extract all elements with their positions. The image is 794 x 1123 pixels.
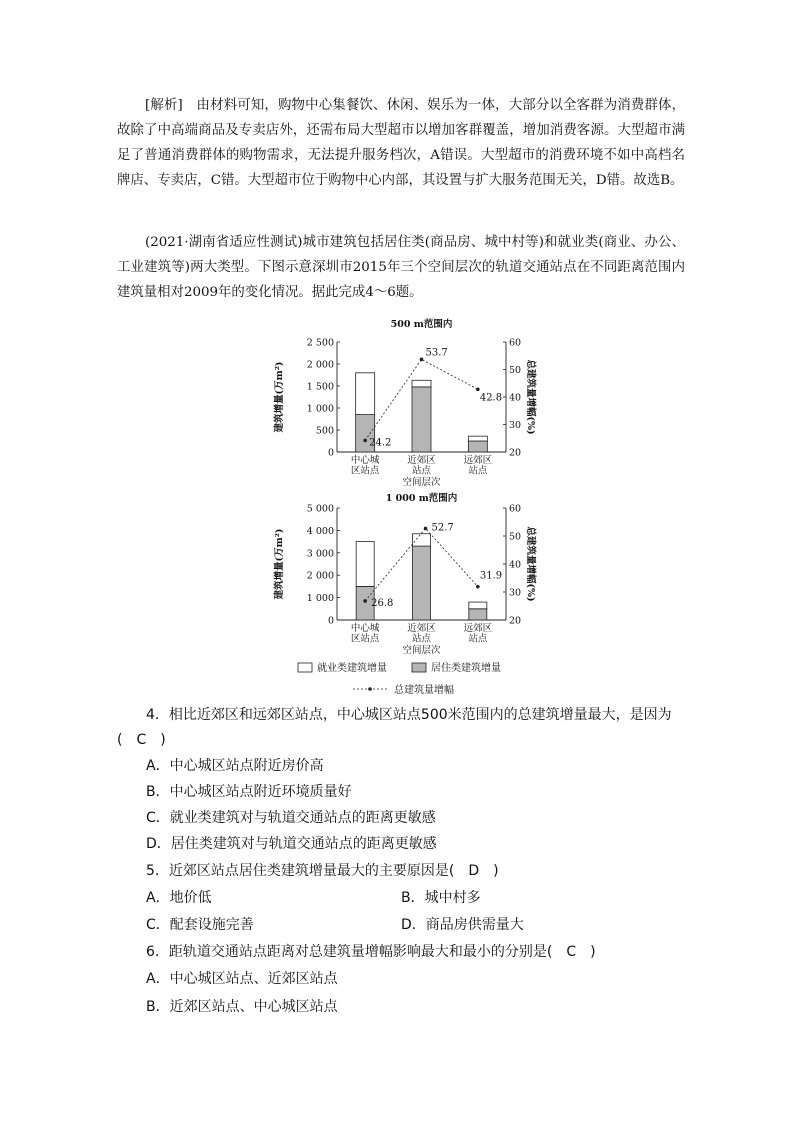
chart-1000m <box>270 491 536 663</box>
chart2-total-label-1: 26.8 <box>371 597 394 609</box>
legend-employment-swatch <box>298 663 312 672</box>
chart2-total-point-2 <box>424 527 428 531</box>
chart1-ytick-label: 2 500 <box>306 337 334 349</box>
chart2-category-label: 近郊区 <box>407 623 436 634</box>
chart1-ylabel-right: 总建筑量增幅(%) <box>525 359 536 435</box>
chart2-ytick-label: 2 000 <box>306 570 334 582</box>
chart2-xlabel: 空间层次 <box>402 645 441 656</box>
chart2-ylabel-right: 总建筑量增幅(%) <box>525 526 536 602</box>
question-5-option-a[interactable]: A．地价低 <box>146 890 212 906</box>
legend-total-label: 总建筑量增幅 <box>394 685 454 696</box>
chart1-total-label-2: 53.7 <box>425 347 448 359</box>
chart1-ylabel: 建筑增量(万m²) <box>274 361 285 433</box>
chart2-category-label: 中心城 <box>350 623 380 634</box>
question-5-stem: 5．近郊区站点居住类建筑增量最大的主要原因是( D ) <box>146 863 499 879</box>
chart2-total-label-3: 31.9 <box>479 570 503 582</box>
chart2-total-point-3 <box>476 585 480 589</box>
intro-paragraph: (2021·湖南省适应性测试)城市建筑包括居住类(商品房、城中村等)和就业类(商业、办公、工业建筑等)两大类型。下图示意深圳市2015年三个空间层次的轨道交通站点在不同距离范围内建筑量相对2009年的变化情况。据此完成4～6题。 <box>117 235 685 300</box>
chart2-ytick-label: 5 000 <box>306 503 334 515</box>
chart1-ytick-label: 500 <box>315 425 334 437</box>
chart1-total-label-3: 42.8 <box>479 392 503 404</box>
question-4-option-d[interactable]: D．居住类建筑对与轨道交通站点的距离更敏感 <box>146 836 437 852</box>
chart2-ytick-label: 0 <box>327 615 334 627</box>
chart2-bar-residential-3 <box>469 609 487 620</box>
chart2-rtick-label: 50 <box>509 531 522 543</box>
chart1-category-label: 中心城 <box>350 455 380 466</box>
chart2-bar-employment-2 <box>413 534 431 546</box>
chart2-bar-employment-3 <box>469 602 487 609</box>
analysis-paragraph <box>117 93 685 193</box>
chart-1000m-svg <box>270 491 536 659</box>
chart1-rtick-label: 30 <box>509 420 522 431</box>
chart2-bar-employment-1 <box>356 542 374 587</box>
chart1-xlabel: 空间层次 <box>402 477 441 488</box>
question-4-option-a[interactable]: A．中心城区站点附近房价高 <box>146 758 324 774</box>
chart1-ytick-label: 1 500 <box>306 381 334 393</box>
chart2-rtick-label: 60 <box>509 503 522 515</box>
chart1-bar-employment-2 <box>412 380 431 387</box>
chart-500m-svg <box>270 316 536 488</box>
chart2-bar-residential-2 <box>413 546 431 620</box>
question-4-option-c[interactable]: C．就业类建筑对与轨道交通站点的距离更敏感 <box>146 810 436 826</box>
chart-500m <box>270 316 536 492</box>
analysis-tag: [解析] <box>145 98 183 113</box>
question-5-option-c[interactable]: C．配套设施完善 <box>146 917 254 933</box>
chart2-rtick-label: 20 <box>509 615 522 627</box>
chart2-ytick-label: 1 000 <box>306 593 334 605</box>
chart-legend <box>270 657 530 697</box>
chart2-category-label: 远郊区 <box>463 623 493 634</box>
legend-total-marker <box>368 687 372 691</box>
legend-residential-label: 居住类建筑增量 <box>431 663 501 674</box>
chart1-ytick-label: 1 000 <box>306 403 334 415</box>
chart1-bar-residential-2 <box>412 387 431 452</box>
chart1-bar-employment-1 <box>356 373 375 415</box>
legend-residential-swatch <box>412 663 426 672</box>
chart1-category-label: 远郊区 <box>463 455 493 466</box>
chart2-category-label: 站点 <box>468 633 488 645</box>
chart1-category-label: 区站点 <box>350 465 380 477</box>
chart1-ytick-label: 2 000 <box>306 359 334 371</box>
analysis-text: 由材料可知，购物中心集餐饮、休闲、娱乐为一体，大部分以全客群为消费群体，故除了中高端商品及专卖店外，还需布局大型超市以增加客群覆盖，增加消费客源。大型超市满足了普通消费群体的购物需求，无法提升服务档次，A错误。大型超市的消费环境不如中高档名牌店、专卖店，C错。大型超市位于购物中心内部，其设置与扩大服务范围无关，D错。故选B。 <box>117 98 686 188</box>
question-5-option-b[interactable]: B．城中村多 <box>401 890 481 906</box>
chart2-rtick-label: 30 <box>509 587 522 599</box>
chart1-rtick-label: 40 <box>509 392 522 404</box>
chart1-ytick-label: 0 <box>327 447 334 459</box>
chart1-rtick-label: 60 <box>509 337 522 349</box>
chart2-ylabel: 建筑增量(万m²) <box>274 528 285 600</box>
chart2-ytick-label: 3 000 <box>306 548 334 560</box>
chart2-category-label: 区站点 <box>350 633 380 645</box>
chart1-bar-employment-3 <box>468 436 487 441</box>
chart2-category-label: 站点 <box>411 633 432 645</box>
chart1-category-label: 站点 <box>411 465 432 477</box>
chart1-bar-residential-3 <box>468 441 487 452</box>
chart2-total-label-2: 52.7 <box>431 522 454 534</box>
chart1-total-point-1 <box>363 439 367 443</box>
chart2-rtick-label: 40 <box>509 559 522 571</box>
chart1-title: 500 m范围内 <box>390 319 453 330</box>
chart1-category-label: 近郊区 <box>407 455 436 466</box>
chart1-total-label-1: 24.2 <box>369 437 392 449</box>
chart2-ytick-label: 4 000 <box>306 525 334 537</box>
question-5-option-d[interactable]: D．商品房供需量大 <box>401 917 524 933</box>
legend-employment-label: 就业类建筑增量 <box>317 663 387 674</box>
question-4-stem: 4．相比近郊区和远郊区站点，中心城区站点500米范围内的总建筑增量最大，是因为 <box>146 707 672 723</box>
question-4-answer: ( C ) <box>117 732 166 748</box>
question-6-option-a[interactable]: A．中心城区站点、近郊区站点 <box>146 971 338 987</box>
question-6-option-b[interactable]: B．近郊区站点、中心城区站点 <box>146 999 338 1015</box>
chart2-title: 1 000 m范围内 <box>385 493 458 504</box>
chart1-total-point-3 <box>476 388 480 392</box>
chart1-category-label: 站点 <box>468 465 488 477</box>
chart2-total-point-1 <box>363 599 367 603</box>
question-4-option-b[interactable]: B．中心城区站点附近环境质量好 <box>146 784 352 800</box>
chart1-total-point-2 <box>420 358 424 362</box>
question-6-stem: 6．距轨道交通站点距离对总建筑量增幅影响最大和最小的分别是( C ) <box>146 944 596 960</box>
chart1-rtick-label: 50 <box>509 365 522 376</box>
chart1-rtick-label: 20 <box>509 447 522 459</box>
